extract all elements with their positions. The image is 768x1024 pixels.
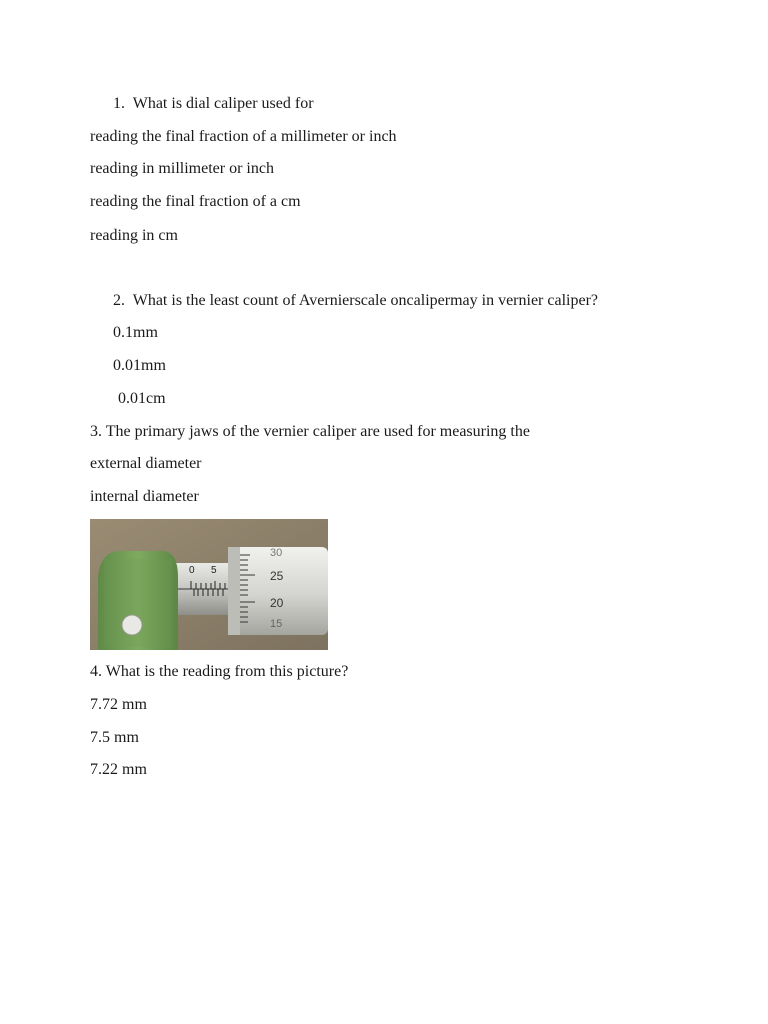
micrometer-photo [90,519,328,650]
question-1 [113,94,314,114]
lock-screw [122,615,142,635]
option-1b: reading in millimeter or inch [90,160,274,177]
option-1d: reading in cm [90,227,178,244]
question-2-text: What is the least count of Avernierscale oncalipermay in vernier caliper? [132,292,598,309]
question-1-number: 1. [113,95,125,112]
thimble-label-15: 15 [270,618,283,630]
sleeve-label-0: 0 [189,565,195,576]
thimble-bevel [228,547,240,635]
option-4b: 7.5 mm [90,729,139,746]
option-2a: 0.1mm [113,324,158,341]
thimble-label-25: 25 [270,569,284,583]
sleeve-label-5: 5 [211,565,217,576]
option-1c: reading the final fraction of a cm [90,193,301,210]
option-1a: reading the final fraction of a millimeter or inch [90,128,397,145]
thimble-label-30: 30 [270,547,283,559]
thimble-label-20: 20 [270,596,284,610]
option-3a: external diameter [90,455,202,472]
question-1-text: What is dial caliper used for [132,95,314,112]
question-2 [113,291,598,311]
option-2b: 0.01mm [113,357,166,374]
question-3-text: 3. The primary jaws of the vernier caliper are used for measuring the [90,423,530,440]
frame-texture [104,559,172,647]
option-2c: 0.01cm [118,390,166,407]
option-4a: 7.72 mm [90,696,147,713]
question-4-text: 4. What is the reading from this picture? [90,663,349,680]
option-4c: 7.22 mm [90,761,147,778]
question-2-number: 2. [113,292,125,309]
option-3b: internal diameter [90,488,199,505]
